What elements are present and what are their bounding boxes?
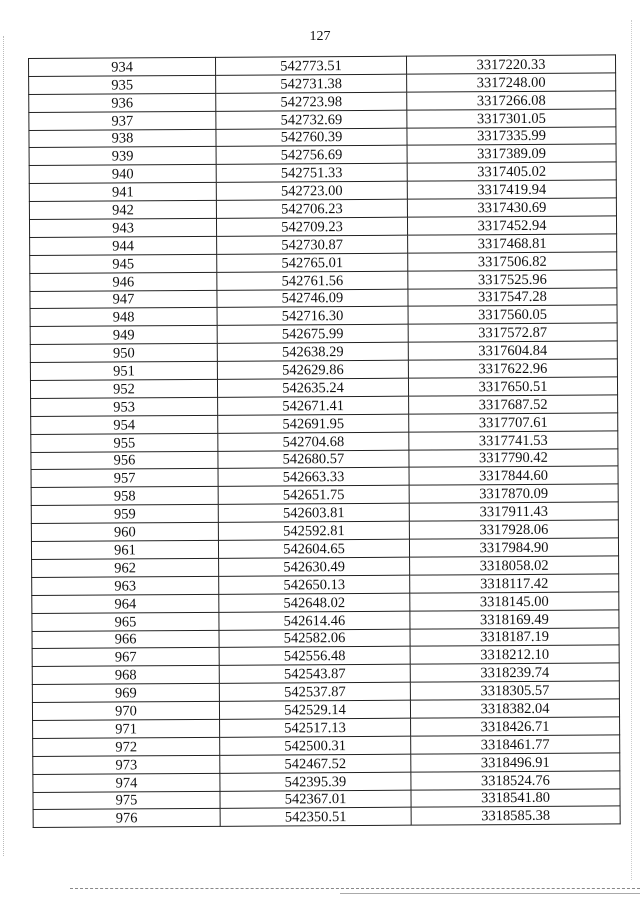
y-coordinate-cell: 3317389.09 (407, 144, 616, 163)
point-number-cell: 957 (31, 469, 218, 488)
point-number-cell: 940 (29, 165, 216, 184)
x-coordinate-cell: 542765.01 (217, 253, 408, 272)
y-coordinate-cell: 3318426.71 (411, 717, 620, 736)
y-coordinate-cell: 3317650.51 (408, 377, 617, 396)
x-coordinate-cell: 542592.81 (218, 521, 409, 540)
y-coordinate-cell: 3317870.09 (409, 484, 618, 503)
x-coordinate-cell: 542648.02 (219, 593, 410, 612)
point-number-cell: 955 (31, 433, 218, 452)
x-coordinate-cell: 542675.99 (217, 325, 408, 344)
y-coordinate-cell: 3317560.05 (408, 305, 617, 324)
point-number-cell: 945 (30, 254, 217, 273)
point-number-cell: 954 (31, 415, 218, 434)
y-coordinate-cell: 3317506.82 (408, 252, 617, 271)
point-number-cell: 942 (29, 200, 216, 219)
x-coordinate-cell: 542691.95 (218, 414, 409, 433)
x-coordinate-cell: 542467.52 (220, 754, 411, 773)
x-coordinate-cell: 542500.31 (220, 736, 411, 755)
x-coordinate-cell: 542543.87 (219, 664, 410, 683)
x-coordinate-cell: 542760.39 (216, 128, 407, 147)
point-number-cell: 976 (33, 809, 220, 828)
x-coordinate-cell: 542746.09 (217, 289, 408, 308)
y-coordinate-cell: 3317405.02 (407, 162, 616, 181)
y-coordinate-cell: 3318382.04 (410, 699, 619, 718)
x-coordinate-cell: 542723.00 (216, 181, 407, 200)
y-coordinate-cell: 3317419.94 (407, 180, 616, 199)
point-number-cell: 972 (33, 737, 220, 756)
y-coordinate-cell: 3317525.96 (408, 270, 617, 289)
x-coordinate-cell: 542638.29 (217, 342, 408, 361)
point-number-cell: 958 (31, 487, 218, 506)
point-number-cell: 938 (29, 129, 216, 148)
point-number-cell: 971 (33, 719, 220, 738)
point-number-cell: 968 (32, 666, 219, 685)
point-number-cell: 943 (29, 218, 216, 237)
y-coordinate-cell: 3317984.90 (409, 538, 618, 557)
x-coordinate-cell: 542761.56 (217, 271, 408, 290)
y-coordinate-cell: 3318145.00 (410, 592, 619, 611)
point-number-cell: 944 (30, 236, 217, 255)
y-coordinate-cell: 3318496.91 (411, 753, 620, 772)
y-coordinate-cell: 3317547.28 (408, 287, 617, 306)
y-coordinate-cell: 3318239.74 (410, 663, 619, 682)
point-number-cell: 946 (30, 272, 217, 291)
footer-rule (70, 888, 640, 889)
y-coordinate-cell: 3317741.53 (409, 431, 618, 450)
y-coordinate-cell: 3317687.52 (409, 395, 618, 414)
x-coordinate-cell: 542723.98 (216, 92, 407, 111)
point-number-cell: 937 (29, 111, 216, 130)
y-coordinate-cell: 3317790.42 (409, 448, 618, 467)
table-row (33, 806, 620, 827)
y-coordinate-cell: 3317430.69 (407, 198, 616, 217)
y-coordinate-cell: 3317248.00 (407, 73, 616, 92)
point-number-cell: 964 (32, 594, 219, 613)
x-coordinate-cell: 542630.49 (219, 557, 410, 576)
y-coordinate-cell: 3318117.42 (410, 574, 619, 593)
x-coordinate-cell: 542704.68 (218, 432, 409, 451)
point-number-cell: 947 (30, 290, 217, 309)
x-coordinate-cell: 542629.86 (217, 360, 408, 379)
point-number-cell: 949 (30, 326, 217, 345)
point-number-cell: 950 (30, 344, 217, 363)
scan-edge-right (629, 20, 632, 880)
y-coordinate-cell: 3317220.33 (406, 55, 615, 74)
point-number-cell: 962 (32, 558, 219, 577)
point-number-cell: 939 (29, 147, 216, 166)
x-coordinate-cell: 542732.69 (216, 110, 407, 129)
x-coordinate-cell: 542582.06 (219, 629, 410, 648)
y-coordinate-cell: 3317301.05 (407, 109, 616, 128)
x-coordinate-cell: 542651.75 (218, 486, 409, 505)
x-coordinate-cell: 542680.57 (218, 450, 409, 469)
y-coordinate-cell: 3318305.57 (410, 681, 619, 700)
point-number-cell: 963 (32, 576, 219, 595)
point-number-cell: 935 (29, 75, 216, 94)
y-coordinate-cell: 3317452.94 (407, 216, 616, 235)
y-coordinate-cell: 3318461.77 (411, 735, 620, 754)
x-coordinate-cell: 542756.69 (216, 146, 407, 165)
x-coordinate-cell: 542517.13 (220, 718, 411, 737)
x-coordinate-cell: 542751.33 (216, 164, 407, 183)
coordinates-table-body (29, 55, 621, 828)
point-number-cell: 965 (32, 612, 219, 631)
point-number-cell: 953 (31, 397, 218, 416)
y-coordinate-cell: 3317911.43 (409, 502, 618, 521)
x-coordinate-cell: 542529.14 (219, 700, 410, 719)
x-coordinate-cell: 542706.23 (216, 199, 407, 218)
x-coordinate-cell: 542731.38 (216, 74, 407, 93)
y-coordinate-cell: 3317572.87 (408, 323, 617, 342)
point-number-cell: 973 (33, 755, 220, 774)
x-coordinate-cell: 542395.39 (220, 772, 411, 791)
y-coordinate-cell: 3317266.08 (407, 91, 616, 110)
point-number-cell: 959 (31, 505, 218, 524)
x-coordinate-cell: 542603.81 (218, 503, 409, 522)
y-coordinate-cell: 3317335.99 (407, 126, 616, 145)
point-number-cell: 970 (32, 701, 219, 720)
point-number-cell: 966 (32, 630, 219, 649)
point-number-cell: 969 (32, 684, 219, 703)
x-coordinate-cell: 542635.24 (217, 378, 408, 397)
x-coordinate-cell: 542537.87 (219, 682, 410, 701)
page-number: 127 (309, 29, 331, 44)
point-number-cell: 951 (30, 361, 217, 380)
point-number-cell: 941 (29, 183, 216, 202)
y-coordinate-cell: 3317604.84 (408, 341, 617, 360)
point-number-cell: 967 (32, 648, 219, 667)
y-coordinate-cell: 3318585.38 (411, 806, 620, 825)
x-coordinate-cell: 542671.41 (218, 396, 409, 415)
x-coordinate-cell: 542367.01 (220, 790, 411, 809)
point-number-cell: 948 (30, 308, 217, 327)
x-coordinate-cell: 542604.65 (218, 539, 409, 558)
scan-edge-left (3, 36, 6, 856)
y-coordinate-cell: 3317622.96 (408, 359, 617, 378)
x-coordinate-cell: 542614.46 (219, 611, 410, 630)
y-coordinate-cell: 3318187.19 (410, 627, 619, 646)
point-number-cell: 956 (31, 451, 218, 470)
coordinates-table-container (28, 54, 617, 828)
x-coordinate-cell: 542773.51 (215, 56, 406, 75)
point-number-cell: 952 (30, 379, 217, 398)
y-coordinate-cell: 3318169.49 (410, 610, 619, 629)
point-number-cell: 975 (33, 791, 220, 810)
x-coordinate-cell: 542650.13 (219, 575, 410, 594)
x-coordinate-cell: 542730.87 (217, 235, 408, 254)
point-number-cell: 961 (31, 540, 218, 559)
x-coordinate-cell: 542663.33 (218, 468, 409, 487)
point-number-cell: 936 (29, 93, 216, 112)
x-coordinate-cell: 542350.51 (220, 808, 411, 827)
coordinates-table (28, 54, 621, 828)
y-coordinate-cell: 3317468.81 (408, 234, 617, 253)
x-coordinate-cell: 542556.48 (219, 647, 410, 666)
y-coordinate-cell: 3317928.06 (409, 520, 618, 539)
y-coordinate-cell: 3318541.80 (411, 788, 620, 807)
x-coordinate-cell: 542716.30 (217, 307, 408, 326)
footer-rule-secondary (340, 893, 640, 894)
point-number-cell: 934 (29, 57, 216, 76)
point-number-cell: 960 (31, 523, 218, 542)
y-coordinate-cell: 3318524.76 (411, 771, 620, 790)
y-coordinate-cell: 3317707.61 (409, 413, 618, 432)
x-coordinate-cell: 542709.23 (216, 217, 407, 236)
y-coordinate-cell: 3318212.10 (410, 645, 619, 664)
y-coordinate-cell: 3318058.02 (410, 556, 619, 575)
y-coordinate-cell: 3317844.60 (409, 466, 618, 485)
point-number-cell: 974 (33, 773, 220, 792)
